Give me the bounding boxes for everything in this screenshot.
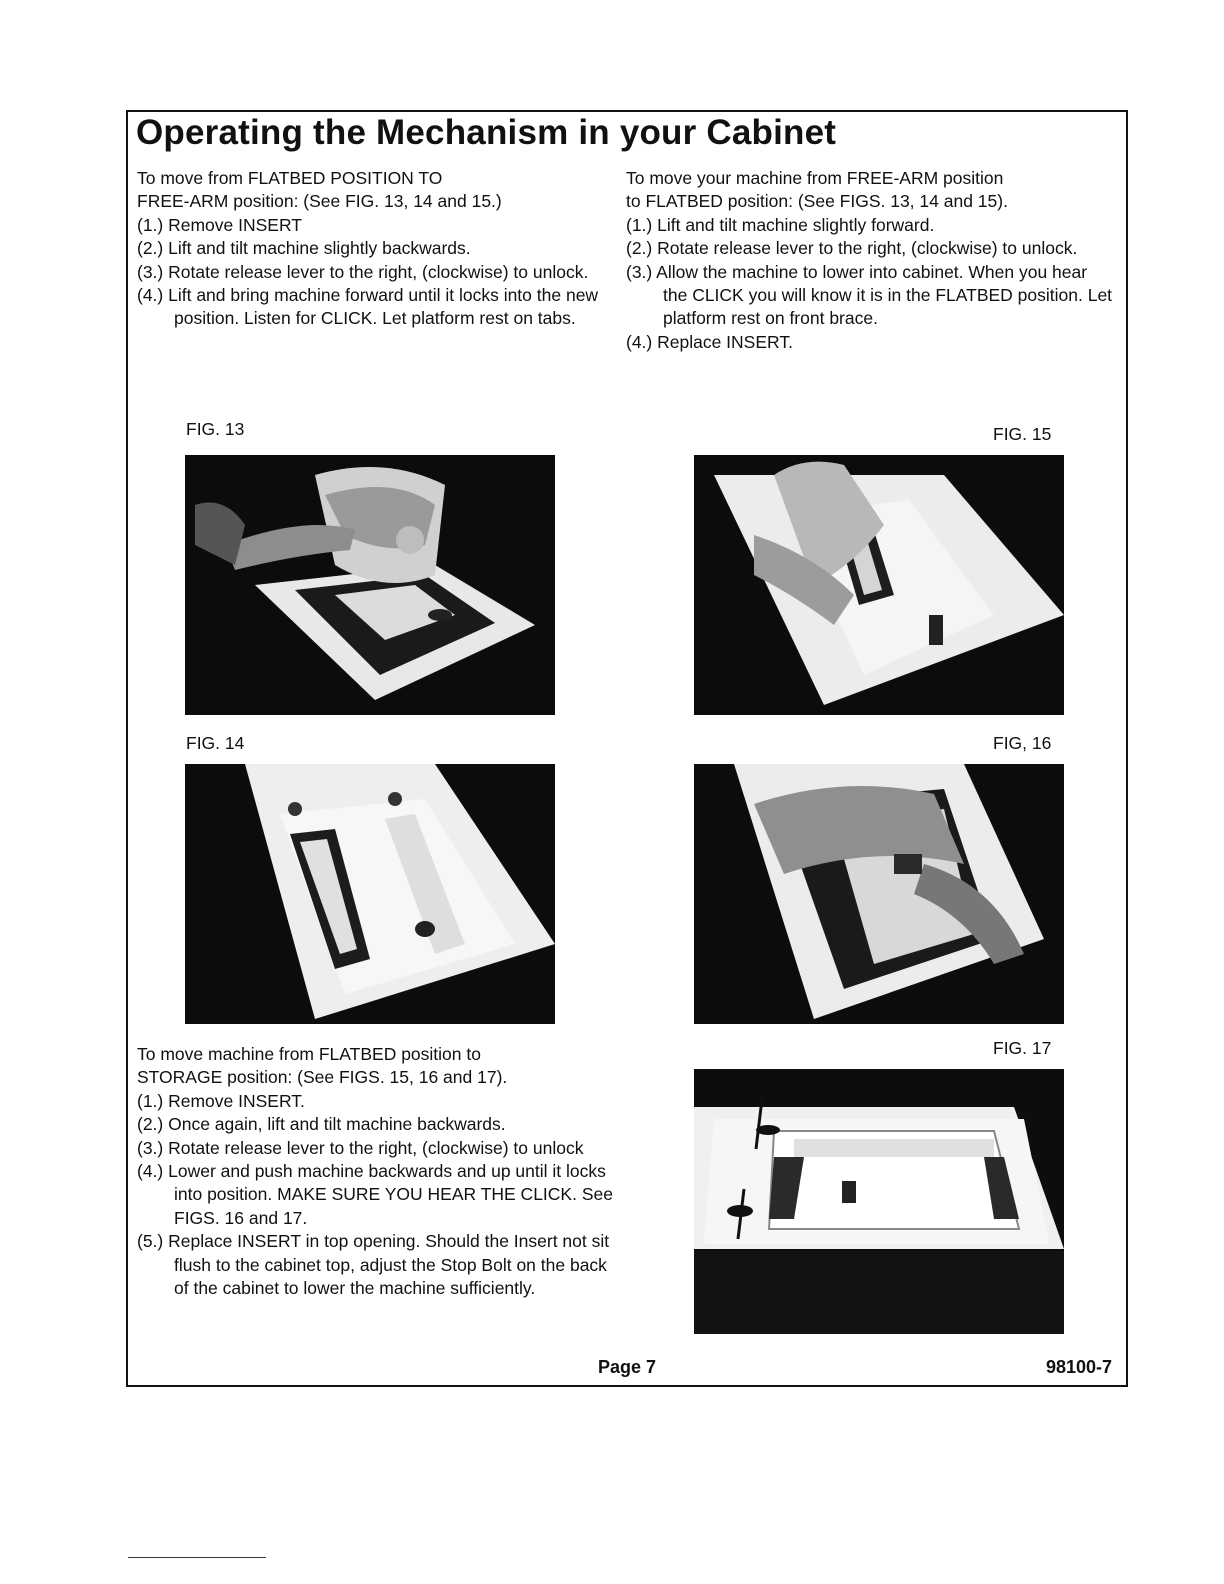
- step-item: (5.) Replace INSERT in top opening. Should the Insert not sit flush to the cabinet top, adjust the Stop Bolt on the back of the cabinet to lower the machine sufficiently.: [137, 1231, 610, 1299]
- intro-line: FREE-ARM position: (See FIG. 13, 14 and 15.): [137, 191, 502, 212]
- step-item: (1.) Lift and tilt machine slightly forward.: [626, 214, 935, 235]
- footnote-rule: [128, 1557, 266, 1558]
- fig-17-label: FIG. 17: [993, 1038, 1052, 1058]
- fig-14-photo: [185, 764, 555, 1024]
- fig-14-label: FIG. 14: [186, 733, 245, 753]
- page-number: Page 7: [598, 1357, 657, 1377]
- step-item: (4.) Replace INSERT.: [626, 331, 793, 352]
- intro-line: STORAGE position: (See FIGS. 15, 16 and 17).: [137, 1067, 508, 1088]
- fig-15-label: FIG. 15: [993, 424, 1052, 444]
- step-item: (1.) Remove INSERT.: [137, 1090, 305, 1111]
- step-item: (2.) Lift and tilt machine slightly backwards.: [137, 238, 471, 259]
- fig-13-label: FIG. 13: [186, 419, 245, 439]
- step-item: (4.) Lift and bring machine forward until it locks into the new position. Listen for CLICK. Let platform rest on tabs.: [137, 285, 599, 329]
- document-code: 98100-7: [1046, 1357, 1113, 1377]
- fig-16-photo: [694, 764, 1064, 1024]
- step-item: (3.) Rotate release lever to the right, (clockwise) to unlock: [137, 1137, 584, 1158]
- step-item: (2.) Once again, lift and tilt machine backwards.: [137, 1114, 506, 1135]
- fig-16-label: FIG, 16: [993, 733, 1052, 753]
- flatbed-to-storage-instructions: [137, 1043, 615, 1300]
- step-item: (3.) Rotate release lever to the right, (clockwise) to unlock.: [137, 261, 589, 282]
- page-title: Operating the Mechanism in your Cabinet: [136, 113, 837, 152]
- intro-line: to FLATBED position: (See FIGS. 13, 14 and 15).: [626, 191, 1008, 212]
- flatbed-to-freearm-instructions: [137, 167, 607, 331]
- fig-17-photo: [694, 1069, 1064, 1334]
- intro-line: To move your machine from FREE-ARM position: [626, 168, 1004, 188]
- step-item: (3.) Allow the machine to lower into cabinet. When you hear the CLICK you will know it is in the FLATBED position. Let platform rest on front brace.: [626, 261, 1113, 329]
- intro-line: To move from FLATBED POSITION TO: [137, 168, 443, 188]
- intro-line: To move machine from FLATBED position to: [137, 1044, 481, 1064]
- fig-15-photo: [694, 455, 1064, 715]
- step-item: (1.) Remove INSERT: [137, 214, 302, 235]
- freearm-to-flatbed-instructions: [626, 167, 1116, 354]
- fig-13-photo: [185, 455, 555, 715]
- step-item: (4.) Lower and push machine backwards and up until it locks into position. MAKE SURE YOU HEAR THE CLICK. See FIGS. 16 and 17.: [137, 1161, 613, 1228]
- step-item: (2.) Rotate release lever to the right, (clockwise) to unlock.: [626, 238, 1078, 259]
